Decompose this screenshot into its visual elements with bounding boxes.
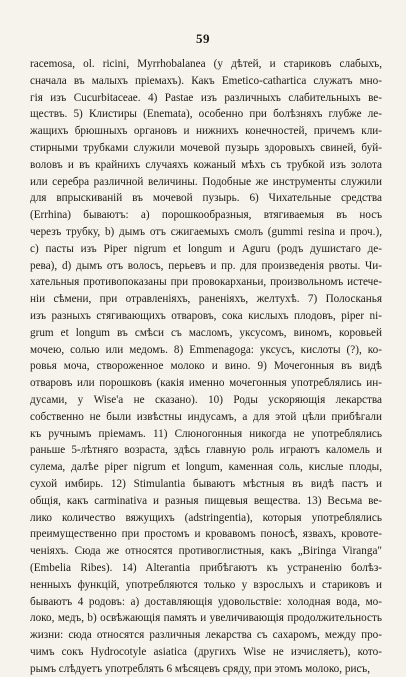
text-line: лико количество вяжущихъ (adstringentia), которыя употреблялись — [30, 511, 382, 524]
text-line: отваровъ или порошковъ (какія именно мочегонныя употреблялись ин- — [30, 377, 382, 390]
text-line: сначала въ малыхъ пріемахъ). Какъ Emetico-cathartica служатъ мно- — [30, 74, 382, 87]
text-line: локо, медъ, b) освѣжающія память и увеличивающія продолжительность — [30, 612, 382, 625]
text-line: чимъ сокъ Hydrocotyle asiatica (другихъ Wise не изчисляетъ), кото- — [30, 645, 382, 658]
text-line: с) пасты изъ Piper nigrum et longum и Aguru (родъ душистаго де- — [30, 242, 382, 255]
text-line: сулема, далѣе piper nigrum et longum, каменная соль, кислые плоды, — [30, 461, 382, 474]
body-text — [30, 56, 382, 677]
text-line: жащихъ брюшныхъ органовъ и нижнихъ конечностей, причемъ кли- — [30, 125, 382, 138]
text-line: хательныя противопоказаны при провокарханьи, произвольномъ истече- — [30, 276, 382, 289]
page-number: 59 — [196, 31, 210, 46]
text-line: собственно не были извѣстны индусамъ, а для этой цѣли прибѣгали — [30, 410, 382, 423]
text-line: бываютъ 4 родовъ: а) доставляющія удовольствіе: холодная вода, мо- — [30, 595, 382, 608]
text-line: рева), d) дымъ отъ волосъ, перьевъ и пр. для произведенія рвоты. Чи- — [30, 259, 382, 272]
text-line: ненныхъ функцій, употребляются только у взрослыхъ и стариковъ и — [30, 578, 382, 591]
text-line: общія, какъ carminativa и разныя пищевыя вещества. 13) Весьма ве- — [30, 494, 382, 507]
text-line: къ ручнымъ пріемамъ. 11) Слюногонныя никогда не употреблялись — [30, 427, 382, 440]
text-line: стирными трубками служили мочевой пузырь здоровыхъ свиней, буй- — [30, 141, 382, 154]
text-line: ченіяхъ. Сюда же относятся противоглистныя, какъ „Biringa Viranga" — [30, 545, 382, 558]
text-line: для впрыскиваній въ мочевой пузырь. 6) Чихательные средства — [30, 192, 382, 205]
text-line: воловъ и въ крайнихъ случаяхъ кожаный мѣхъ съ трубкой изъ золота — [30, 158, 382, 171]
text-line: рымъ слѣдуетъ употреблять 6 мѣсяцевъ сряду, при этомъ молоко, рисъ, — [30, 662, 371, 675]
text-line: ществъ. 5) Клистиры (Enemata), особенно при болѣзняхъ глубже ле- — [30, 108, 382, 121]
text-line: ровья моча, створоженное молоко и вино. 9) Мочегонныя въ видѣ — [30, 360, 382, 373]
text-line: жизни: сюда относятся различныя лекарства съ сахаромъ, между про- — [30, 629, 382, 642]
text-line: (Embelia Ribes). 14) Alterantia прибѣгаютъ къ устраненію болѣз- — [30, 561, 382, 574]
text-line: преимущественно при простомъ и кровавомъ поносѣ, язвахъ, кровоте- — [30, 528, 382, 541]
text-line: черезъ трубку, b) дымъ отъ сжигаемыхъ смолъ (gummi resina и проч.), — [30, 225, 382, 238]
text-line: racemosa, ol. ricini, Myrrhobalanea (у дѣтей, и стариковъ слабыхъ, — [30, 58, 382, 70]
text-line: мочею, солью или медомъ. 8) Emmenagoga: уксусъ, кислоты (?), ко- — [30, 343, 382, 356]
text-line: раньше 5-лѣтняго возраста, здѣсь главную роль играютъ каломель и — [30, 444, 382, 457]
text-line: сухой имбирь. 12) Stimulantia бываютъ мѣстныя въ видѣ пастъ и — [30, 477, 382, 490]
text-line: или серебра различной величины. Подобные же инструменты служили — [30, 175, 382, 188]
text-line: гія изъ Cucurbitaceae. 4) Pastae изъ различныхъ слабительныхъ ве- — [30, 91, 382, 104]
text-line: (Errhina) бываютъ: а) порошкообразныя, втягиваемыя въ носъ — [30, 209, 382, 222]
text-line: дусами, у Wise'а не сказано). 10) Роды ускоряющія лекарства — [30, 393, 382, 406]
text-line: grum et longum въ смѣси съ масломъ, уксусомъ, виномъ, коровьей — [30, 326, 382, 339]
text-line: изъ разныхъ стягивающихъ отваровъ, сока кислыхъ плодовъ, piper ni- — [30, 309, 382, 322]
text-line: ніи сѣмени, при отравленіяхъ, раненіяхъ, желтухѣ. 7) Полосканья — [30, 293, 382, 306]
